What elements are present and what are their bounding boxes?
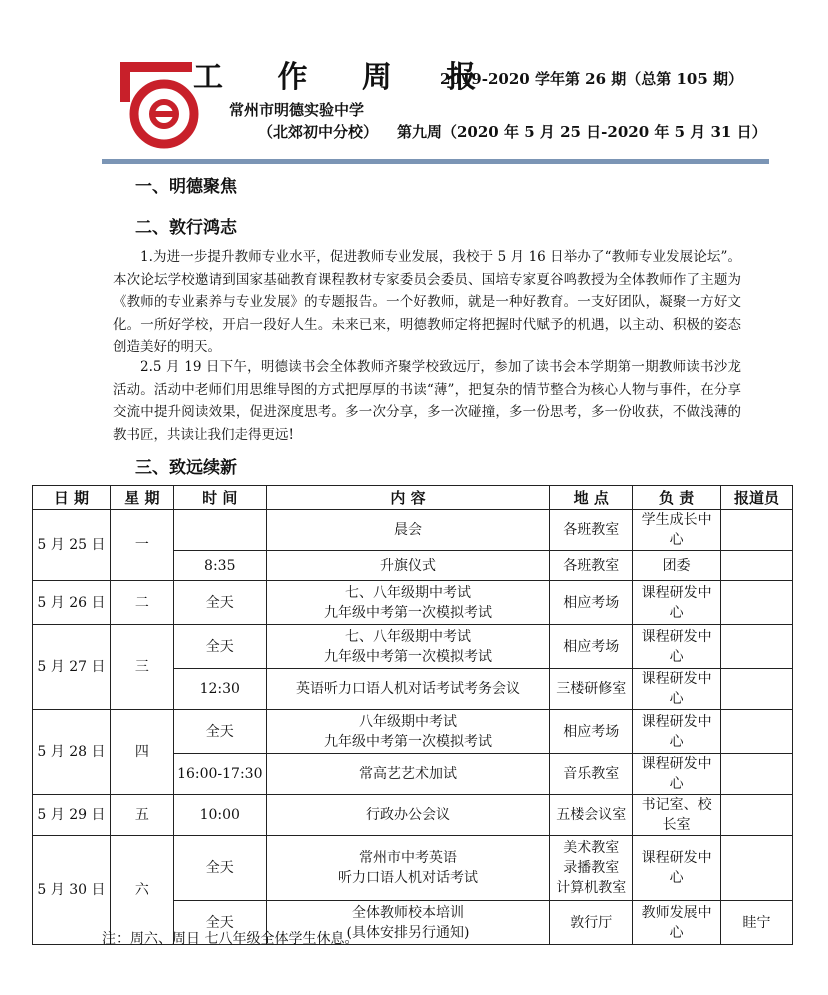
table-row	[33, 510, 793, 551]
section-heading-schedule: 三、致远续新	[135, 458, 237, 478]
weekday-cell: 五	[110, 795, 173, 836]
content-cell-line: 行政办公会议	[366, 807, 450, 823]
reporter-cell	[721, 754, 793, 795]
header-place: 地 点	[550, 486, 633, 510]
reporter-cell	[721, 710, 793, 754]
header-content: 内 容	[266, 486, 550, 510]
reporter-cell	[721, 551, 793, 581]
content-cell-line: 九年级中考第一次模拟考试	[324, 733, 492, 750]
content-cell-line: 升旗仪式	[380, 557, 436, 574]
issue-number: 2019-2020 学年第 26 期（总第 105 期）	[440, 70, 744, 88]
logo-inner-bar	[152, 111, 176, 117]
time-cell: 全天	[173, 836, 266, 901]
content-cell-line: 常高艺艺术加试	[359, 766, 457, 782]
table-header-row	[33, 486, 793, 510]
owner-cell: 课程研发中心	[633, 836, 721, 901]
content-cell	[266, 754, 550, 795]
content-cell	[266, 551, 550, 581]
logo-left-bar	[120, 62, 130, 102]
date-cell: 5 月 28 日	[33, 710, 111, 795]
section-heading-focus: 一、明德聚焦	[135, 177, 237, 197]
place-cell	[550, 669, 633, 710]
time-cell: 16:00-17:30	[173, 754, 266, 795]
place-cell-line: 各班教室	[563, 557, 620, 574]
logo-year: 2017	[155, 141, 173, 149]
reporter-cell	[721, 795, 793, 836]
date-cell: 5 月 26 日	[33, 581, 111, 625]
content-cell	[266, 710, 550, 754]
reporter-cell	[721, 510, 793, 551]
header-date: 日 期	[33, 486, 111, 510]
week-range: 第九周（2020 年 5 月 25 日-2020 年 5 月 31 日）	[397, 123, 767, 141]
content-cell-line: 九年级中考第一次模拟考试	[324, 604, 492, 621]
page-title: 工 作 周 报	[193, 60, 499, 95]
place-cell	[550, 625, 633, 669]
branch-name: （北郊初中分校）	[258, 123, 379, 141]
school-name: 常州市明德实验中学	[229, 101, 365, 119]
owner-cell: 课程研发中心	[633, 754, 721, 795]
place-cell-line: 美术教室	[563, 840, 620, 856]
owner-cell: 团委	[633, 551, 721, 581]
owner-cell: 课程研发中心	[633, 581, 721, 625]
owner-cell: 课程研发中心	[633, 710, 721, 754]
content-cell-line: 七、八年级期中考试	[345, 584, 471, 601]
date-cell: 5 月 30 日	[33, 836, 111, 945]
reporter-cell: 眭宁	[721, 901, 793, 945]
place-cell-line: 相应考场	[563, 723, 620, 740]
content-cell-line: (具体安排另行通知)	[346, 924, 470, 941]
header-time: 时 间	[173, 486, 266, 510]
content-cell-line: 常州市中考英语	[359, 850, 457, 866]
content-cell	[266, 510, 550, 551]
content-cell-line: 晨会	[394, 522, 422, 538]
schedule-table	[32, 485, 793, 945]
weekday-cell: 二	[110, 581, 173, 625]
content-cell-line: 听力口语人机对话考试	[338, 870, 478, 886]
table-row	[33, 581, 793, 625]
date-cell: 5 月 29 日	[33, 795, 111, 836]
place-cell	[550, 581, 633, 625]
time-cell: 8:35	[173, 551, 266, 581]
content-cell	[266, 795, 550, 836]
place-cell-line: 各班教室	[563, 522, 620, 538]
header-divider	[102, 159, 769, 164]
header-weekday: 星 期	[110, 486, 173, 510]
weekday-cell: 四	[110, 710, 173, 795]
footnote: 注：周六、周日 七八年级全体学生休息。	[102, 931, 359, 947]
owner-cell: 学生成长中心	[633, 510, 721, 551]
weekday-cell: 六	[110, 836, 173, 945]
news-paragraph-2: 2.5 月 19 日下午，明德读书会全体教师齐聚学校致远厅，参加了读书会本学期第一期教师读书沙龙活动。活动中老师们用思维导图的方式把厚厚的书读“薄”，把复杂的情节整合为核心人物与事件，在分享交流中提升阅读效果，促进深度思考。多一次分享，多一次碰撞，多一份思考，多一份收获，不做浅薄的教书匠，共读让我们走得更远!	[113, 359, 741, 443]
place-cell	[550, 710, 633, 754]
owner-cell: 课程研发中心	[633, 669, 721, 710]
place-cell	[550, 836, 633, 901]
reporter-cell	[721, 836, 793, 901]
time-cell	[173, 510, 266, 551]
time-cell: 10:00	[173, 795, 266, 836]
table-row	[33, 836, 793, 901]
place-cell-line: 音乐教室	[563, 766, 620, 782]
time-cell: 全天	[173, 901, 266, 945]
date-cell: 5 月 27 日	[33, 625, 111, 710]
time-cell: 全天	[173, 625, 266, 669]
time-cell: 12:30	[173, 669, 266, 710]
reporter-cell	[721, 581, 793, 625]
place-cell	[550, 795, 633, 836]
content-cell	[266, 581, 550, 625]
place-cell	[550, 901, 633, 945]
table-row	[33, 710, 793, 754]
content-cell	[266, 669, 550, 710]
content-cell-line: 七、八年级期中考试	[345, 628, 471, 645]
header-owner: 负 责	[633, 486, 721, 510]
content-cell-line: 九年级中考第一次模拟考试	[324, 648, 492, 665]
reporter-cell	[721, 625, 793, 669]
place-cell-line: 录播教室	[563, 860, 620, 876]
reporter-cell	[721, 669, 793, 710]
section-heading-news: 二、敦行鸿志	[135, 218, 237, 238]
time-cell: 全天	[173, 710, 266, 754]
place-cell	[550, 754, 633, 795]
place-cell-line: 相应考场	[563, 638, 620, 655]
owner-cell: 书记室、校长室	[633, 795, 721, 836]
content-cell-line: 全体教师校本培训	[352, 904, 464, 921]
table-row	[33, 625, 793, 669]
weekday-cell: 三	[110, 625, 173, 710]
owner-cell: 课程研发中心	[633, 625, 721, 669]
date-cell: 5 月 25 日	[33, 510, 111, 581]
header-reporter: 报道员	[721, 486, 793, 510]
news-paragraph-1: 1.为进一步提升教师专业水平，促进教师专业发展，我校于 5 月 16 日举办了“教师专业发展论坛”。本次论坛学校邀请到国家基础教育课程教材专家委员会委员、国培专家夏谷鸣教授为全体教师作了主题为《教师的专业素养与专业发展》的专题报告。一个好教师，就是一种好教育。一支好团队，凝聚一方好文化。一所好学校，开启一段好人生。未来已来，明德教师定将把握时代赋予的机遇，以主动、积极的姿态创造美好的明天。	[113, 249, 741, 355]
content-cell-line: 英语听力口语人机对话考试考务会议	[296, 681, 520, 697]
place-cell-line: 计算机教室	[556, 880, 627, 896]
place-cell	[550, 551, 633, 581]
content-cell	[266, 836, 550, 901]
logo-top-bar	[120, 62, 192, 72]
school-logo	[118, 62, 204, 150]
time-cell: 全天	[173, 581, 266, 625]
place-cell-line: 敦行厅	[570, 914, 613, 931]
place-cell-line: 三楼研修室	[556, 681, 627, 697]
owner-cell: 教师发展中心	[633, 901, 721, 945]
schedule-body	[33, 510, 793, 945]
place-cell-line: 相应考场	[563, 594, 620, 611]
content-cell-line: 八年级期中考试	[359, 713, 457, 730]
table-row	[33, 795, 793, 836]
weekday-cell: 一	[110, 510, 173, 581]
content-cell	[266, 625, 550, 669]
place-cell	[550, 510, 633, 551]
place-cell-line: 五楼会议室	[556, 807, 627, 823]
